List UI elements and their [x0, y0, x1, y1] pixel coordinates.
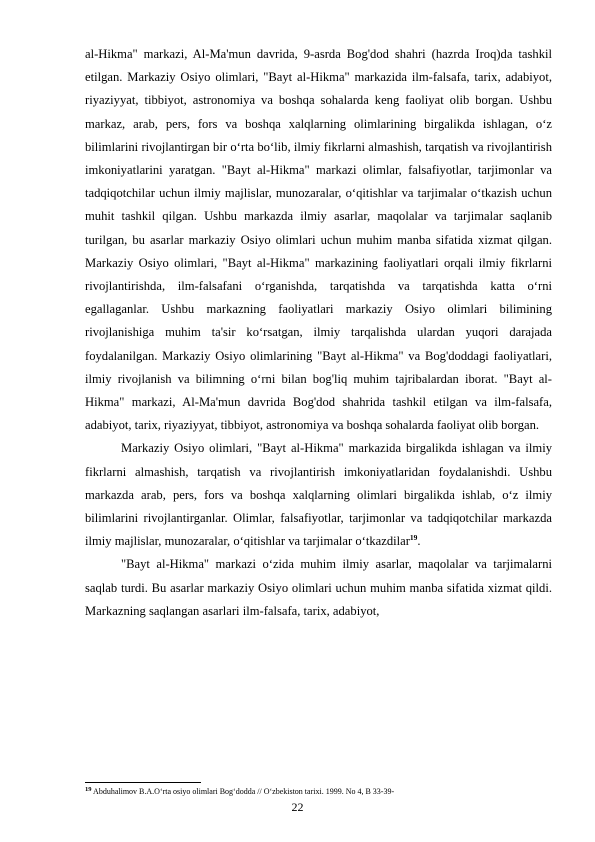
- page-number: 22: [291, 800, 304, 814]
- paragraph-3: "Bayt al-Hikma" markazi o‘zida muhim ilmiy asarlar, maqolalar va tarjimalarni saqlab turdi. Bu asarlar markaziy Osiyo olimlari uchun muhim manba sifatida xizmat qildi. Markazning saqlangan asarlari ilm-falsafa, tarix, adabiyot,: [85, 557, 552, 618]
- paragraph-2-end: .: [417, 534, 421, 549]
- footnote-text: Abduhalimov B.A.O‘rta osiyo olimlari Bog‘dodda // O‘zbekiston tarixi. 1999. No 4, B 33-39-: [91, 787, 395, 796]
- paragraph-1: al-Hikma" markazi, Al-Ma'mun davrida, 9-asrda Bog'dod shahri (hazrda Iroq)da tashkil etilgan. Markaziy Osiyo olimlari, "Bayt al-Hikma" markazida ilm-falsafa, tarix, adabiyot, riyaziyyat, tibbiyot, astronomiya va boshqa sohalarda keng faoliyat olib borgan. Ushbu markaz, arab, pers, fors va boshqa xalqlarning olimlarining birgalikda ishlagan, o‘z bilimlarini rivojlantirgan bir o‘rta bo‘lib, ilmiy fikrlarni almashish, tarqatish va rivojlantirish imkoniyatlarini yaratgan. "Bayt al-Hikma" markazi olimlar, falsafiyotlar, tarjimonlar va tadqiqotchilar uchun ilmiy majlislar, munozaralar, o‘qitishlar va tarjimalar o‘tkazish uchun muhit tashkil qilgan. Ushbu markazda ilmiy asarlar, maqolalar va tarjimalar saqlanib turilgan, bu asarlar markaziy Osiyo olimlari uchun muhim manba sifatida xizmat qilgan. Markaziy Osiyo olimlari, "Bayt al-Hikma" markazining faoliyatlari orqali ilmiy fikrlarni rivojlantirishda, ilm-falsafani o‘rganishda, tarqatishda va tarqatishda katta o‘rni egallaganlar. Ushbu markazning faoliyatlari markaziy Osiyo olimlari bilimining rivojlanishiga muhim ta'sir ko‘rsatgan, ilmiy tarqalishda ulardan yuqori darajada foydalanilgan. Markaziy Osiyo olimlarining "Bayt al-Hikma" va Bog'doddagi faoliyatlari, ilmiy rivojlanish va bilimning o‘rni bilan bog'liq muhim tajribalardan iborat. "Bayt al-Hikma" markazi, Al-Ma'mun davrida Bog'dod shahrida tashkil etilgan va ilm-falsafa, adabiyot, tarix, riyaziyyat, tibbiyot, astronomiya va boshqa sohalarda faoliyat olib borgan.: [85, 47, 552, 433]
- page-body: [85, 43, 552, 623]
- footnote-number: 19: [85, 786, 92, 793]
- paragraph-2: [85, 437, 552, 553]
- footnote: [85, 787, 394, 797]
- footnote-reference[interactable]: 19: [409, 533, 418, 543]
- paragraph-2-text: Markaziy Osiyo olimlari, "Bayt al-Hikma" markazida birgalikda ishlagan va ilmiy fikrlarni almashish, tarqatish va rivojlantirish imkoniyatlaridan foydalanishdi. Ushbu markazda arab, pers, fors va boshqa xalqlarning olimlari birgalikda ishlab, o‘z ilmiy bilimlarini rivojlantirganlar. Olimlar, falsafiyotlar, tarjimonlar va tadqiqotchilar markazda ilmiy majlislar, munozaralar, o‘qitishlar va tarjimalar o‘tkazdilar: [85, 441, 552, 549]
- footnote-separator: [85, 782, 201, 783]
